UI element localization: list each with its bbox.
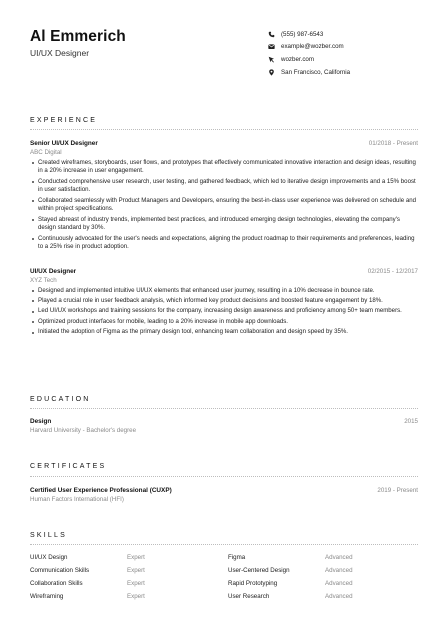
skill-name: Rapid Prototyping — [228, 580, 278, 587]
resume-header — [30, 28, 420, 88]
location-pin-icon — [268, 69, 281, 76]
list-item: Played a crucial role in user feedback analysis, which informed key product decisions and boosted feature engagement by 18%. — [30, 297, 418, 306]
list-item: Continuously advocated for the user's needs and expectations, aligning the product roadmap to their requirements and preferences, leading to a 25% rise in product adoption. — [30, 235, 418, 252]
degree-title: Design — [30, 418, 52, 425]
list-item: Stayed abreast of industry trends, implemented best practices, and introduced emerging design technologies, elevating the company's design standard by 30%. — [30, 216, 418, 233]
phone-icon — [268, 31, 281, 38]
skill-level: Advanced — [325, 554, 353, 561]
list-item: Led UI/UX workshops and training sessions for the company, increasing design awareness and proficiency among 50+ team members. — [30, 307, 418, 316]
skill-name: Wireframing — [30, 593, 64, 600]
education-item — [30, 418, 418, 434]
list-item: Created wireframes, storyboards, user flows, and prototypes that effectively communicated innovative interaction and design ideas, resulting in a 20% increase in user engagement. — [30, 159, 418, 176]
skill-name: UI/UX Design — [30, 554, 68, 561]
skill-level: Advanced — [325, 567, 353, 574]
skill-level: Expert — [127, 567, 145, 574]
skill-row — [30, 580, 418, 593]
contact-location — [268, 66, 428, 78]
job-title: Senior UI/UX Designer — [30, 140, 98, 147]
job-title: UI/UX Designer — [30, 268, 77, 275]
skill-row — [30, 554, 418, 567]
experience-item — [30, 268, 418, 339]
candidate-name: Al Emmerich — [30, 28, 126, 45]
skill-row — [30, 593, 418, 606]
skill-name: User Research — [228, 593, 270, 600]
experience-item — [30, 140, 418, 254]
list-item: Optimized product interfaces for mobile, leading to a 20% increase in mobile app downloads. — [30, 318, 418, 327]
candidate-title: UI/UX Designer — [30, 48, 90, 58]
certificate-name: Certified User Experience Professional (CUXP) — [30, 487, 172, 494]
skill-level: Advanced — [325, 580, 353, 587]
skill-level: Expert — [127, 580, 145, 587]
certificate-issuer: Human Factors International (HFI) — [30, 495, 124, 503]
certificate-dates: 2019 - Present — [377, 487, 418, 494]
skill-name: User-Centered Design — [228, 567, 290, 574]
skills-section-title: SKILLS — [30, 532, 67, 539]
skill-level: Expert — [127, 554, 145, 561]
section-divider — [30, 476, 418, 477]
job-dates: 02/2015 - 12/2017 — [367, 268, 418, 275]
contact-list — [268, 28, 428, 79]
section-divider — [30, 408, 418, 409]
education-year: 2015 — [404, 418, 418, 425]
certificate-item — [30, 487, 418, 503]
job-dates: 01/2018 - Present — [368, 140, 418, 147]
list-item: Conducted comprehensive user research, user testing, and gathered feedback, which led to iterative design improvements and a 15% boost in user satisfaction. — [30, 178, 418, 195]
location-text: San Francisco, California — [281, 68, 351, 76]
job-company: XYZ Tech — [30, 276, 57, 284]
website-text[interactable]: wozber.com — [281, 55, 315, 63]
skill-name: Communication Skills — [30, 567, 90, 574]
skill-level: Expert — [127, 593, 145, 600]
skill-level: Advanced — [325, 593, 353, 600]
skill-row — [30, 567, 418, 580]
job-bullets — [30, 287, 418, 338]
job-company: ABC Digital — [30, 148, 62, 156]
school-name: Harvard University - Bachelor's degree — [30, 426, 137, 434]
list-item: Collaborated seamlessly with Product Managers and Developers, ensuring the best-in-class user experience was delivered on schedule and within project specifications. — [30, 197, 418, 214]
list-item: Designed and implemented intuitive UI/UX elements that enhanced user journey, resulting in a 10% decrease in bounce rate. — [30, 287, 418, 296]
job-bullets — [30, 159, 418, 253]
skill-name: Collaboration Skills — [30, 580, 83, 587]
contact-phone — [268, 28, 428, 40]
email-icon — [268, 43, 281, 50]
list-item: Initiated the adoption of Figma as the primary design tool, enhancing team collaboration and design speed by 35%. — [30, 328, 418, 337]
email-text[interactable]: example@wozber.com — [281, 43, 344, 51]
phone-text: (555) 987-6543 — [281, 30, 324, 38]
contact-email[interactable] — [268, 41, 428, 53]
experience-section-title: EXPERIENCE — [30, 117, 98, 124]
contact-website[interactable] — [268, 53, 428, 65]
link-icon — [268, 56, 281, 63]
section-divider — [30, 544, 418, 545]
skill-name: Figma — [228, 554, 246, 561]
certificates-section-title: CERTIFICATES — [30, 463, 107, 470]
education-section-title: EDUCATION — [30, 396, 91, 403]
skills-grid — [30, 554, 418, 606]
section-divider — [30, 129, 418, 130]
